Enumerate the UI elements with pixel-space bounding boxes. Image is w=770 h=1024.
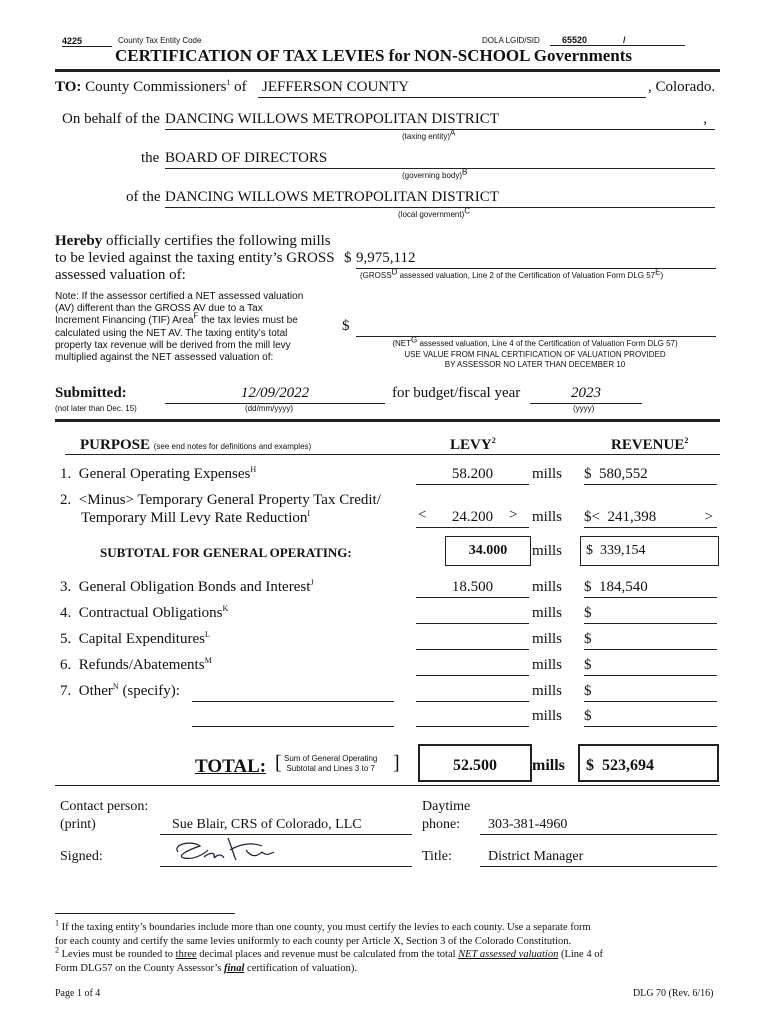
mills-label: mills [532, 543, 563, 559]
mills-label: mills [532, 683, 563, 699]
net-caption: ($NET^G$ assessed valuation, Line 4 of the Certification of Valuation Form DLG 57) USE VALUE FROM FINAL CERTIFICATION OF VALUATION PROVIDED BY ASSESSOR NO LATER THAN DECEMBER 10 [392, 335, 678, 369]
page-number: Page 1 of 4 [55, 988, 101, 999]
levy-go-bonds: 18.500 [416, 579, 529, 598]
total-label: TOTAL: [195, 756, 267, 777]
table-row-label: 6. Refunds/Abatements$^M$ [60, 656, 212, 673]
county-tax-entity-code: 4225 [62, 36, 112, 47]
levy-contractual [416, 605, 529, 624]
budget-year-label: for budget/fiscal year [392, 385, 521, 401]
county-field: JEFFERSON COUNTY [258, 79, 646, 98]
other-specify-field-2 [192, 708, 394, 727]
behalf-label: On behalf of the [62, 111, 160, 127]
contact-label: Contact person: [60, 799, 149, 814]
to-line: TO: County Commissioners$^1$ of [55, 78, 247, 95]
submitted-sublabel: (not later than Dec. 15) [55, 404, 137, 413]
revenue-capital: $ [584, 631, 717, 650]
lt-bracket: < [418, 507, 427, 523]
certify-line2: to be levied against the taxing entity’s GROSS [55, 250, 335, 266]
header-rule [65, 454, 720, 455]
certify-line1: Hereby officially certifies the following mills [55, 233, 331, 249]
daytime-label: Daytime [422, 799, 471, 814]
levy-refunds [416, 657, 529, 676]
net-dollar: $ [342, 318, 350, 334]
mills-label: mills [532, 605, 563, 621]
gross-dollar: $ [344, 250, 352, 266]
submitted-date: 12/09/2022 [165, 385, 385, 404]
governing-body-caption: (governing body)$^B$ [402, 167, 468, 180]
table-row-label: 3. General Obligation Bonds and Interest$^J$ [60, 578, 314, 595]
total-rule [55, 785, 720, 786]
total-levy: 52.500 [453, 757, 497, 774]
subtotal-revenue: $ 339,154 [586, 543, 646, 558]
signature-image [170, 830, 290, 870]
total-revenue: $ 523,694 [586, 757, 654, 774]
form-id: DLG 70 (Rev. 6/16) [633, 988, 714, 999]
budget-year: 2023 [530, 385, 642, 404]
taxing-entity-caption: (taxing entity)$^A$ [402, 128, 456, 141]
section-rule [55, 419, 720, 422]
revenue-contractual: $ [584, 605, 717, 624]
total-bracket-left: [ [275, 752, 282, 774]
revenue-header: REVENUE$^2$ [611, 436, 689, 453]
footnote-2: $^2$ Levies must be rounded to three decimal places and revenue must be calculated from the total NET assessed valuation (Line 4 of Form DLG57 on the County Assessor’s final certification of valuation). [55, 945, 603, 974]
levy-temp-credit: 24.200 [416, 509, 529, 528]
year-caption: (yyyy) [573, 404, 595, 413]
mills-label: mills [532, 579, 563, 595]
table-row-label: 7. Other$^N$ (specify): [60, 682, 180, 699]
levy-other-2 [416, 708, 529, 727]
dola-value: 65520 / [550, 35, 685, 46]
levy-capital [416, 631, 529, 650]
mills-label: mills [532, 757, 565, 774]
levy-general-operating: 58.200 [416, 466, 529, 485]
signed-label: Signed: [60, 849, 103, 864]
total-bracket-right: ] [393, 752, 400, 774]
table-row-label: 4. Contractual Obligations$^K$ [60, 604, 229, 621]
submitted-label: Submitted: [55, 385, 127, 401]
dola-label: DOLA LGID/SID [482, 36, 540, 45]
subtotal-levy: 34.000 [468, 543, 508, 558]
table-row-label: 5. Capital Expenditures$^L$ [60, 630, 210, 647]
mills-label: mills [532, 466, 563, 482]
date-caption: (dd/mm/yyyy) [245, 404, 293, 413]
total-note: Sum of General Operating Subtotal and Lines 3 to 7 [284, 754, 378, 773]
subtotal-label: SUBTOTAL FOR GENERAL OPERATING: [100, 545, 352, 560]
phone-value: 303-381-4960 [480, 817, 717, 835]
gross-caption: ($GROSS^D$ assessed valuation, Line 2 of the Certification of Valuation Form DLG $57^E$) [360, 267, 664, 280]
title-label: Title: [422, 849, 452, 864]
footnote-rule [55, 913, 235, 914]
net-av-field [356, 318, 716, 337]
colorado-suffix: , Colorado. [648, 79, 716, 95]
phone-label: phone: [422, 817, 461, 832]
the-label: the [141, 150, 160, 166]
other-specify-field [192, 683, 394, 702]
revenue-go-bonds: $ 184,540 [584, 579, 717, 598]
table-row-label: 1. General Operating Expenses$^H$ [60, 465, 257, 482]
title-rule [55, 69, 720, 72]
levy-header: LEVY$^2$ [450, 436, 496, 453]
local-government-field: DANCING WILLOWS METROPOLITAN DISTRICT [165, 189, 715, 208]
revenue-other-2: $ [584, 708, 717, 727]
revenue-general-operating: $ 580,552 [584, 466, 717, 485]
local-government-caption: (local government)$^C$ [398, 206, 471, 219]
revenue-temp-credit: $< 241,398 > [584, 509, 717, 528]
purpose-header: PURPOSE (see end notes for definitions and examples) [80, 437, 312, 453]
table-row-label: 2. <Minus> Temporary General Property Tax Credit/ Temporary Mill Levy Rate Reduction$^I$ [60, 492, 381, 526]
governing-body-field: BOARD OF DIRECTORS [165, 150, 715, 169]
of-the-label: of the [126, 189, 161, 205]
mills-label: mills [532, 509, 563, 525]
county-tax-entity-code-label: County Tax Entity Code [118, 36, 202, 45]
mills-label: mills [532, 657, 563, 673]
revenue-other: $ [584, 683, 717, 702]
mills-label: mills [532, 708, 563, 724]
mills-label: mills [532, 631, 563, 647]
gross-av-field: 9,975,112 [356, 250, 716, 269]
certify-line3: assessed valuation of: [55, 267, 186, 283]
levy-other [416, 683, 529, 702]
gt-bracket: > [509, 507, 518, 523]
net-note: Note: If the assessor certified a NET assessed valuation (AV) different than the GROSS AV due to a Tax Increment Financing (TIF) Area$^F$ the tax levies must be calculated using the NET AV. The taxing entity’s total property tax revenue will be derived from the mill levy multiplied against the NET assessed valuation of: [55, 291, 304, 364]
taxing-entity-field: DANCING WILLOWS METROPOLITAN DISTRICT , [165, 111, 715, 130]
print-label: (print) [60, 817, 96, 832]
footnote-1: $^1$ If the taxing entity’s boundaries include more than one county, you must certify the levies to each county. Use a separate form for each county and certify the same levies uniformly to each county per Article X, Section 3 of the Colorado Constitution. [55, 918, 591, 947]
revenue-refunds: $ [584, 657, 717, 676]
contact-name: Sue Blair, CRS of Colorado, LLC [160, 817, 412, 835]
page-title: CERTIFICATION OF TAX LEVIES for NON-SCHOOL Governments [115, 46, 633, 65]
title-value: District Manager [480, 849, 717, 867]
